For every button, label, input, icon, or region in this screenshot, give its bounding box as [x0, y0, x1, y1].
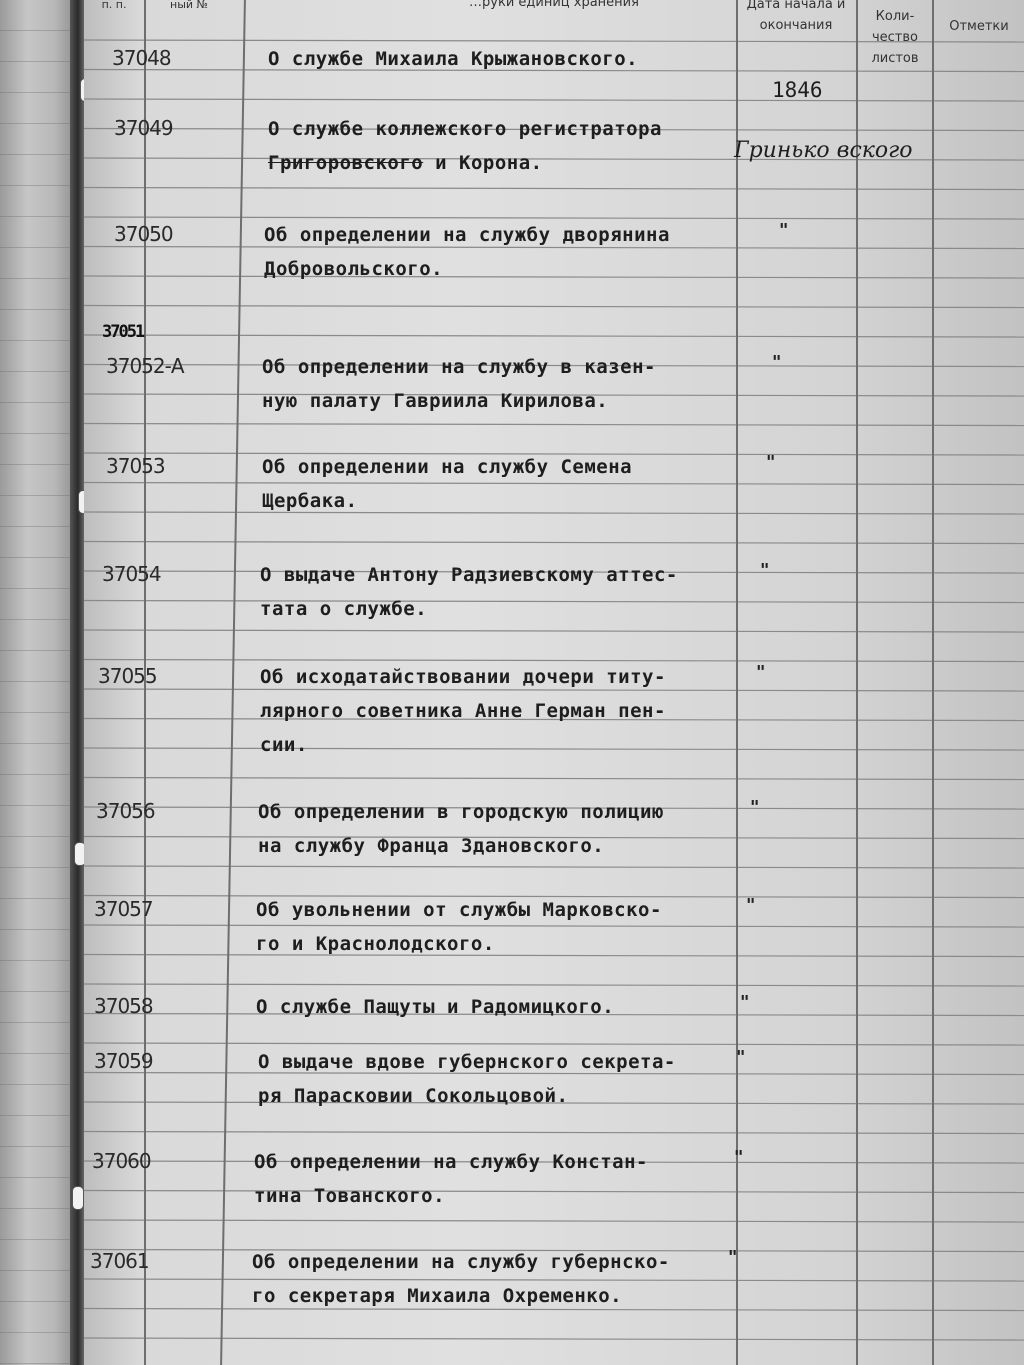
record-number: 37052-А — [106, 354, 184, 378]
struck-word: Григоровского — [268, 152, 424, 174]
record-number: 37057 — [94, 897, 153, 921]
record-number: 37049 — [114, 116, 173, 140]
record-title-line: О выдаче вдове губернского секрета- — [258, 1051, 676, 1073]
ditto-mark: " — [728, 1247, 738, 1268]
ruled-line — [84, 542, 1024, 544]
record-number: 37056 — [96, 799, 155, 823]
document-page — [84, 0, 1024, 1365]
ditto-mark: " — [734, 1147, 744, 1168]
record-title-line: сии. — [260, 734, 308, 756]
ruled-line — [84, 748, 1024, 750]
ditto-mark: " — [766, 452, 776, 473]
ditto-mark: " — [779, 220, 789, 241]
record-title-line: лярного советника Анне Герман пен- — [260, 700, 666, 722]
record-title-line: го секретаря Михаила Охременко. — [252, 1285, 623, 1307]
column-divider — [932, 0, 934, 1365]
column-divider — [856, 0, 858, 1365]
record-number: 37053 — [106, 454, 165, 478]
record-title-line: О службе Пащуты и Радомицкого. — [256, 996, 615, 1018]
record-title-line: тина Тованского. — [254, 1185, 446, 1207]
ditto-mark: " — [772, 352, 782, 373]
header-title: …руки единиц хранения — [469, 0, 639, 10]
header-sheets: Коли-чество листов — [871, 9, 919, 66]
ditto-mark: " — [736, 1047, 746, 1068]
ruled-line — [84, 188, 1024, 190]
record-title-line: Об определении в городскую полицию — [258, 801, 664, 823]
binding-ring — [72, 1186, 84, 1210]
ditto-mark: " — [746, 895, 756, 916]
ditto-mark: " — [756, 662, 766, 683]
ruled-line — [84, 424, 1024, 426]
record-number: 37050 — [114, 222, 173, 246]
ruled-line — [84, 1220, 1024, 1222]
record-number: 37055 — [98, 664, 157, 688]
ruled-line — [84, 512, 1024, 514]
ditto-mark: " — [760, 560, 770, 581]
left-page-ruling — [0, 0, 78, 1365]
record-title-line: Об увольнении от службы Марковско- — [256, 899, 662, 921]
record-title-line: О службе коллежского регистратора — [268, 118, 662, 140]
ruled-line — [84, 306, 1024, 308]
record-number: 37054 — [102, 562, 161, 586]
record-title-line: го и Краснолодского. — [256, 933, 495, 955]
record-number: 37048 — [112, 46, 171, 70]
ruled-line — [84, 984, 1024, 986]
record-title-line: на службу Франца Здановского. — [258, 835, 605, 857]
ruled-line — [84, 1338, 1024, 1340]
record-title-line: Об определении на службу дворянина — [264, 224, 670, 246]
record-number: 37059 — [94, 1049, 153, 1073]
record-title-line: тата о службе. — [260, 598, 428, 620]
record-title-line: Щербака. — [262, 490, 358, 512]
record-title-line: ря Парасковии Сокольцовой. — [258, 1085, 569, 1107]
record-title-line: О выдаче Антону Радзиевскому аттес- — [260, 564, 678, 586]
record-title-line: Об исходатайствовании дочери титу- — [260, 666, 666, 688]
ruled-line — [84, 601, 1024, 603]
overstamped-number: 37051 — [102, 322, 144, 342]
record-number: 37060 — [92, 1149, 151, 1173]
ruled-line — [84, 630, 1024, 632]
ruled-line — [84, 955, 1024, 957]
ruled-line — [84, 335, 1024, 337]
ruled-line — [84, 276, 1024, 278]
record-title-line: Об определении на службу губернско- — [252, 1251, 670, 1273]
record-number: 37058 — [94, 994, 153, 1018]
record-number: 37061 — [90, 1249, 149, 1273]
ruled-line — [84, 99, 1024, 101]
ruled-line — [84, 778, 1024, 780]
ditto-mark: " — [740, 992, 750, 1013]
record-title-line: О службе Михаила Крыжановского. — [268, 48, 639, 70]
record-title-line: ную палату Гавриила Кирилова. — [262, 390, 609, 412]
record-title-line: Григоровского и Корона. — [268, 152, 543, 174]
header-notes: Отметки — [949, 19, 1009, 34]
header-date: Дата начала и окончания — [746, 0, 846, 33]
record-date: 1846 — [772, 78, 823, 102]
header-prev-num: ный № — [170, 0, 208, 11]
ruled-line — [84, 1191, 1024, 1193]
record-title-line: Об определении на службу в казен- — [262, 356, 656, 378]
header-num: п. п. — [101, 0, 127, 11]
record-title-line: Добровольского. — [264, 258, 444, 280]
record-title-line: Об определении на службу Констан- — [254, 1151, 648, 1173]
ditto-mark: " — [750, 797, 760, 818]
handwritten-correction: Гринько вского — [734, 138, 913, 163]
ruled-line — [84, 866, 1024, 868]
record-title-line: Об определении на службу Семена — [262, 456, 633, 478]
